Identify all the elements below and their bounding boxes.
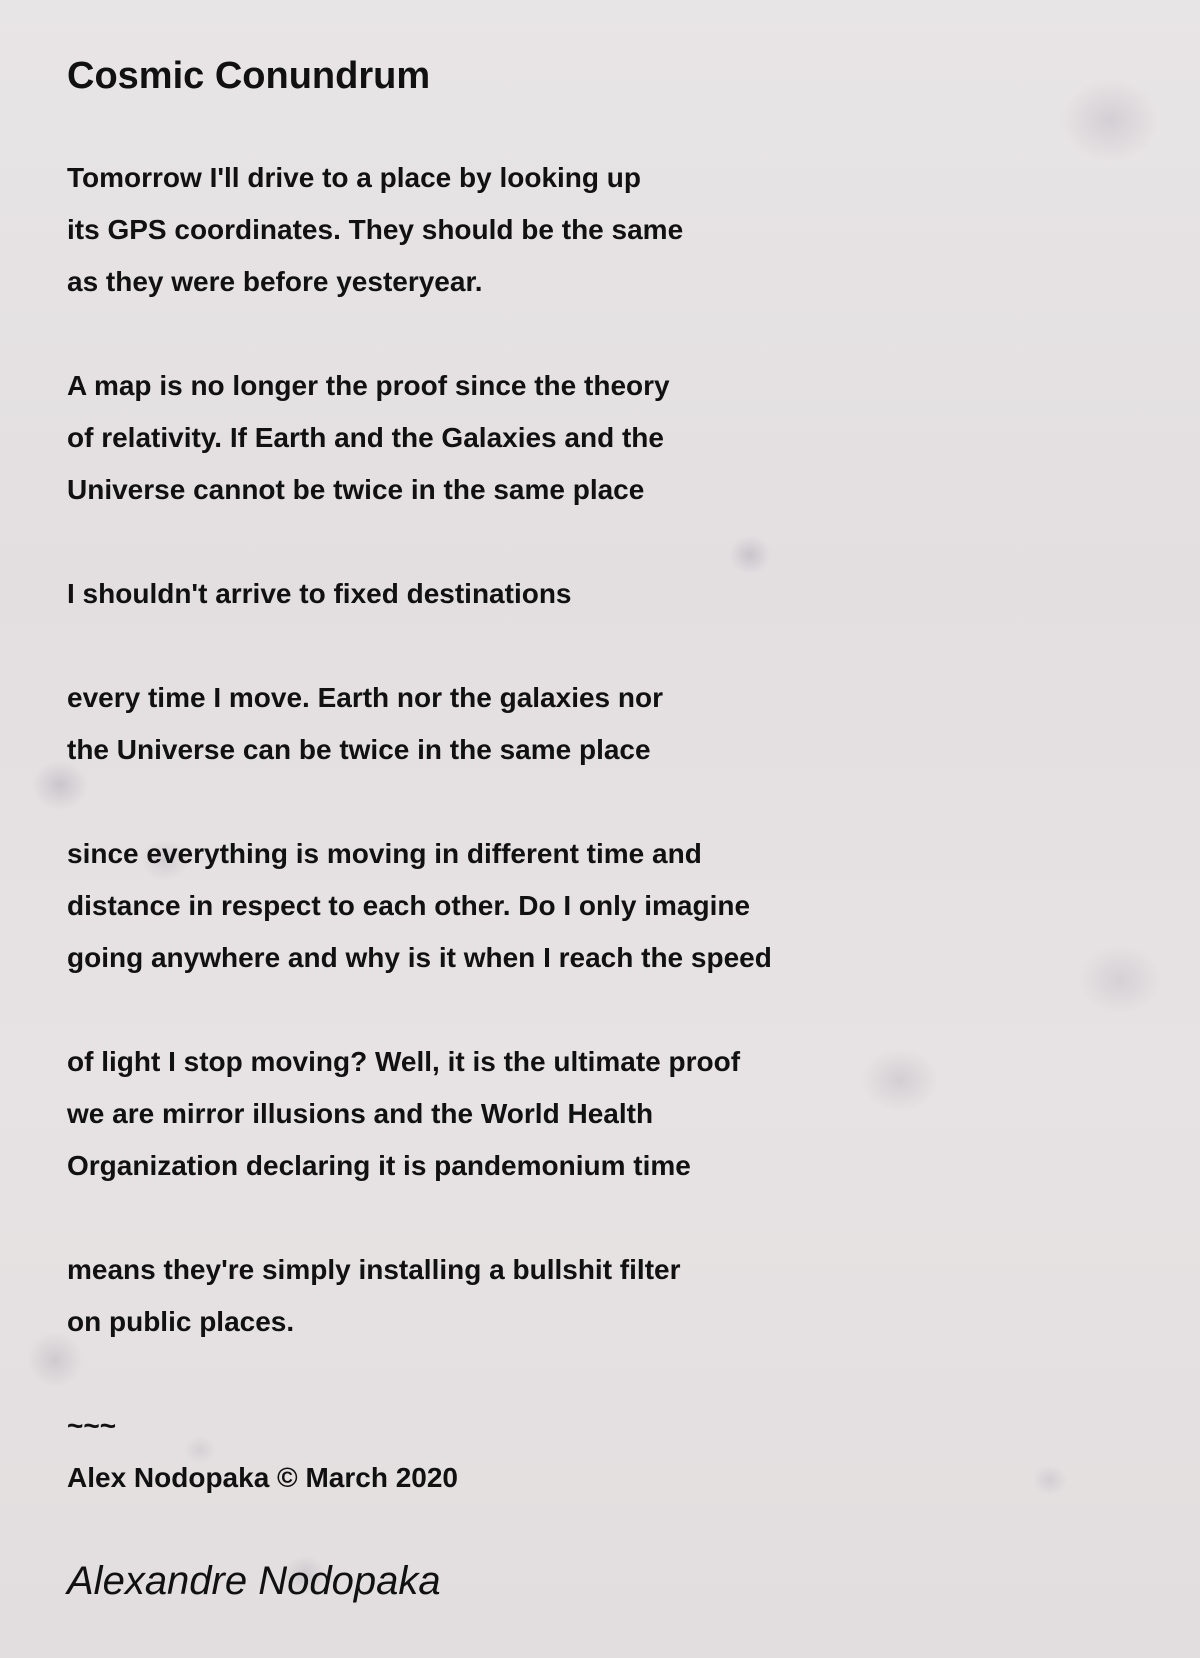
- poem-stanza: [67, 1036, 1127, 1192]
- poem-line: on public places.: [67, 1306, 295, 1337]
- poem-signature: [67, 1400, 1127, 1504]
- poem-stanza: [67, 152, 1127, 308]
- poem-line: A map is no longer the proof since the theory: [67, 370, 670, 401]
- poem-line: as they were before yesteryear.: [67, 266, 483, 297]
- poem-body: [67, 152, 1127, 1504]
- poem-line: the Universe can be twice in the same place: [67, 734, 651, 765]
- poem-line: of relativity. If Earth and the Galaxies and the: [67, 422, 664, 453]
- poem-line: distance in respect to each other. Do I only imagine: [67, 890, 751, 921]
- poem-line: Organization declaring it is pandemonium time: [67, 1150, 691, 1181]
- poem-line: I shouldn't arrive to fixed destinations: [67, 578, 572, 609]
- poem-line: means they're simply installing a bullshit filter: [67, 1254, 681, 1285]
- poem-copyright: Alex Nodopaka © March 2020: [67, 1462, 459, 1493]
- poem-line: going anywhere and why is it when I reach the speed: [67, 942, 772, 973]
- poem-line: of light I stop moving? Well, it is the ultimate proof: [67, 1046, 741, 1077]
- poem-stanza: [67, 828, 1127, 984]
- poem-line: since everything is moving in different time and: [67, 838, 702, 869]
- poem-stanza: [67, 568, 1127, 620]
- poem-stanza: [67, 1244, 1127, 1348]
- poem-line: its GPS coordinates. They should be the same: [67, 214, 684, 245]
- poem-stanza: [67, 672, 1127, 776]
- poem-page: [67, 52, 1127, 1556]
- poem-title: Cosmic Conundrum: [67, 55, 431, 97]
- poem-line: we are mirror illusions and the World Health: [67, 1098, 654, 1129]
- author-name: Alexandre Nodopaka: [67, 1559, 441, 1603]
- poem-line: Tomorrow I'll drive to a place by looking up: [67, 162, 641, 193]
- poem-stanza: [67, 360, 1127, 516]
- poem-separator: ~~~: [67, 1410, 117, 1441]
- poem-line: Universe cannot be twice in the same place: [67, 474, 645, 505]
- poem-line: every time I move. Earth nor the galaxies nor: [67, 682, 663, 713]
